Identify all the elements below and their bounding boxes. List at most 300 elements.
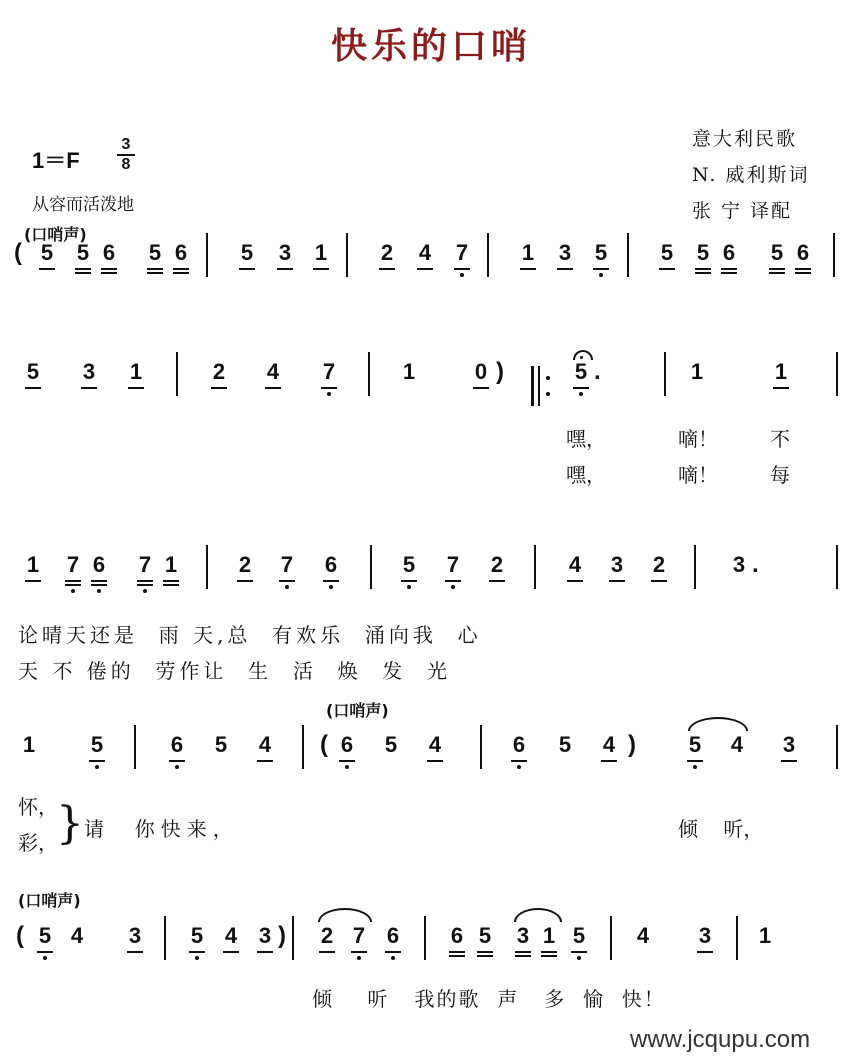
note xyxy=(686,360,708,384)
note xyxy=(36,241,58,265)
bar-line xyxy=(292,916,294,960)
note-digit: 5 xyxy=(90,732,104,757)
note-digit: 5 xyxy=(38,923,52,948)
lyric-line-4: 请 你快来， xyxy=(84,817,239,841)
low-octave-dot xyxy=(43,956,47,960)
note-digit: 6 xyxy=(450,923,464,948)
note-digit: 5 xyxy=(574,359,588,384)
underline xyxy=(541,951,557,953)
note xyxy=(166,733,188,757)
note xyxy=(310,241,332,265)
note-digit: 5 xyxy=(190,923,204,948)
underline xyxy=(323,580,339,582)
underline xyxy=(25,387,41,389)
underline xyxy=(687,760,703,762)
underline xyxy=(25,580,41,582)
note xyxy=(424,733,446,757)
underline xyxy=(91,584,107,586)
note xyxy=(446,924,468,948)
underline xyxy=(91,580,107,582)
underline xyxy=(265,387,281,389)
lyric-brace: } xyxy=(56,798,84,849)
fermata xyxy=(573,350,593,360)
underline xyxy=(163,584,179,586)
note xyxy=(590,241,612,265)
underline xyxy=(321,387,337,389)
underline xyxy=(489,580,505,582)
watermark: www.jcqupu.com xyxy=(630,1026,811,1053)
low-octave-dot xyxy=(195,956,199,960)
underline xyxy=(351,951,367,953)
note xyxy=(792,241,814,265)
underline xyxy=(795,272,811,274)
note-digit: 6 xyxy=(324,552,338,577)
note-digit: 7 xyxy=(280,552,294,577)
underline xyxy=(515,955,531,957)
low-octave-dot xyxy=(345,765,349,769)
note xyxy=(512,924,534,948)
note xyxy=(380,733,402,757)
note xyxy=(134,553,156,577)
bar-line xyxy=(487,233,489,277)
underline xyxy=(37,951,53,953)
bar-line xyxy=(164,916,166,960)
slur xyxy=(514,908,562,922)
low-octave-dot xyxy=(391,956,395,960)
note-digit: 6 xyxy=(92,552,106,577)
underline xyxy=(769,272,785,274)
underline xyxy=(651,580,667,582)
note xyxy=(276,553,298,577)
underline xyxy=(511,760,527,762)
note-digit: 4 xyxy=(636,923,650,948)
note xyxy=(598,733,620,757)
low-octave-dot xyxy=(71,589,75,593)
note-digit: 5 xyxy=(40,240,54,265)
note xyxy=(778,733,800,757)
note-digit: 3 xyxy=(782,732,796,757)
underline xyxy=(81,387,97,389)
low-octave-dot xyxy=(517,765,521,769)
note xyxy=(770,360,792,384)
underline xyxy=(541,955,557,957)
note-digit: 4 xyxy=(418,240,432,265)
note-digit: 3 xyxy=(82,359,96,384)
score-symbol: ( xyxy=(16,922,24,949)
note-digit: 3 xyxy=(610,552,624,577)
underline xyxy=(477,955,493,957)
underline xyxy=(211,387,227,389)
lyric-4-pre-2: 彩， xyxy=(18,831,58,855)
underline xyxy=(449,955,465,957)
bar-line xyxy=(134,725,136,769)
note-digit: 5 xyxy=(76,240,90,265)
note xyxy=(124,924,146,948)
underline xyxy=(223,951,239,953)
bar-line xyxy=(736,916,738,960)
repeat-dot-bottom xyxy=(546,392,550,396)
underline xyxy=(567,580,583,582)
underline xyxy=(659,268,675,270)
note xyxy=(18,733,40,757)
low-octave-dot xyxy=(97,589,101,593)
lyric-hey-1: 嘿， xyxy=(566,427,606,451)
underline xyxy=(721,268,737,270)
bar-line xyxy=(370,545,372,589)
note-digit: 7 xyxy=(138,552,152,577)
bar-line xyxy=(610,916,612,960)
repeat-dot-top xyxy=(546,376,550,380)
score-symbol: . xyxy=(594,358,601,385)
note-digit: 2 xyxy=(380,240,394,265)
note xyxy=(160,553,182,577)
bar-line xyxy=(833,233,835,277)
note xyxy=(208,360,230,384)
lyric-line-5: 倾 听 我的歌 声 多 愉 快！ xyxy=(312,987,666,1011)
lyric-word-2: 每 xyxy=(770,463,790,487)
underline xyxy=(277,268,293,270)
bar-line xyxy=(206,545,208,589)
note xyxy=(254,733,276,757)
note-digit: 1 xyxy=(164,552,178,577)
time-signature-top: 3 xyxy=(121,136,131,153)
underline xyxy=(173,268,189,270)
underline xyxy=(89,760,105,762)
bar-line xyxy=(694,545,696,589)
credit-origin: 意大利民歌 xyxy=(692,128,798,150)
underline xyxy=(417,268,433,270)
note xyxy=(656,241,678,265)
low-octave-dot xyxy=(175,765,179,769)
low-octave-dot xyxy=(357,956,361,960)
underline xyxy=(237,580,253,582)
bar-line xyxy=(206,233,208,277)
note xyxy=(254,924,276,948)
underline xyxy=(449,951,465,953)
note-digit: 1 xyxy=(690,359,704,384)
note-digit: 1 xyxy=(521,240,535,265)
underline xyxy=(128,387,144,389)
low-octave-dot xyxy=(285,585,289,589)
underline xyxy=(169,760,185,762)
score-symbol: ) xyxy=(278,922,286,949)
low-octave-dot xyxy=(327,392,331,396)
underline xyxy=(573,387,589,389)
note xyxy=(684,733,706,757)
slur xyxy=(688,717,748,731)
bar-line xyxy=(368,352,370,396)
score-symbol: ) xyxy=(496,358,504,385)
note-digit: 2 xyxy=(320,923,334,948)
bar-line xyxy=(302,725,304,769)
note-digit: 2 xyxy=(212,359,226,384)
score-symbol: ( xyxy=(320,731,328,758)
note xyxy=(564,553,586,577)
note xyxy=(348,924,370,948)
underline xyxy=(147,268,163,270)
note-digit: 4 xyxy=(602,732,616,757)
note-digit: 0 xyxy=(474,359,488,384)
note xyxy=(318,360,340,384)
underline xyxy=(773,387,789,389)
bar-line xyxy=(346,233,348,277)
note xyxy=(568,924,590,948)
time-signature xyxy=(117,136,135,174)
note-digit: 3 xyxy=(278,240,292,265)
note xyxy=(754,924,776,948)
underline xyxy=(163,580,179,582)
bar-line xyxy=(836,725,838,769)
underline xyxy=(593,268,609,270)
lyric-line-3a: 论晴天还是 雨 天,总 有欢乐 涌向我 心 xyxy=(18,623,482,647)
note xyxy=(86,733,108,757)
note xyxy=(414,241,436,265)
time-signature-bottom: 8 xyxy=(121,156,131,173)
lyric-hey-2: 嘿， xyxy=(566,463,606,487)
underline xyxy=(427,760,443,762)
note-digit: 7 xyxy=(446,552,460,577)
bar-line xyxy=(424,916,426,960)
low-octave-dot xyxy=(407,585,411,589)
credit-lyricist: N. 威利斯词 xyxy=(692,164,810,186)
lyric-word-1: 不 xyxy=(770,427,790,451)
note xyxy=(220,924,242,948)
low-octave-dot xyxy=(329,585,333,589)
underline xyxy=(571,951,587,953)
lyric-whee-2: 嘀！ xyxy=(678,463,718,487)
underline xyxy=(454,268,470,270)
note xyxy=(210,733,232,757)
bar-line xyxy=(176,352,178,396)
note xyxy=(570,360,592,384)
note xyxy=(694,924,716,948)
slur xyxy=(318,908,372,922)
underline xyxy=(257,760,273,762)
note-digit: 6 xyxy=(170,732,184,757)
note xyxy=(442,553,464,577)
underline xyxy=(137,580,153,582)
note-digit: 3 xyxy=(128,923,142,948)
score-symbol: . xyxy=(752,551,759,578)
underline xyxy=(379,268,395,270)
note-digit: 6 xyxy=(796,240,810,265)
note-digit: 3 xyxy=(258,923,272,948)
note-digit: 4 xyxy=(70,923,84,948)
bar-line xyxy=(664,352,666,396)
note xyxy=(451,241,473,265)
note-digit: 1 xyxy=(314,240,328,265)
lyric-4-pre-1: 怀， xyxy=(18,795,58,819)
note-digit: 1 xyxy=(542,923,556,948)
note xyxy=(382,924,404,948)
note-digit: 4 xyxy=(258,732,272,757)
note-digit: 6 xyxy=(340,732,354,757)
note xyxy=(186,924,208,948)
underline xyxy=(609,580,625,582)
note-digit: 4 xyxy=(224,923,238,948)
note-digit: 6 xyxy=(174,240,188,265)
note-digit: 3 xyxy=(516,923,530,948)
note xyxy=(316,924,338,948)
note-digit: 5 xyxy=(688,732,702,757)
note-digit: 4 xyxy=(568,552,582,577)
note xyxy=(648,553,670,577)
bar-line xyxy=(627,233,629,277)
note xyxy=(398,360,420,384)
note xyxy=(538,924,560,948)
note xyxy=(22,553,44,577)
note-digit: 1 xyxy=(402,359,416,384)
note-digit: 3 xyxy=(732,552,746,577)
note xyxy=(554,241,576,265)
note-digit: 2 xyxy=(490,552,504,577)
underline xyxy=(781,760,797,762)
note-digit: 5 xyxy=(558,732,572,757)
note-digit: 6 xyxy=(722,240,736,265)
note xyxy=(517,241,539,265)
note-digit: 4 xyxy=(428,732,442,757)
underline xyxy=(173,272,189,274)
low-octave-dot xyxy=(599,273,603,277)
note-digit: 5 xyxy=(214,732,228,757)
bar-line xyxy=(534,545,536,589)
underline xyxy=(147,272,163,274)
low-octave-dot xyxy=(693,765,697,769)
tempo-marking: 从容而活泼地 xyxy=(32,195,134,215)
note-digit: 5 xyxy=(26,359,40,384)
note-digit: 1 xyxy=(22,732,36,757)
note xyxy=(508,733,530,757)
note xyxy=(66,924,88,948)
note-digit: 1 xyxy=(774,359,788,384)
note xyxy=(474,924,496,948)
note xyxy=(398,553,420,577)
low-octave-dot xyxy=(451,585,455,589)
note xyxy=(78,360,100,384)
note xyxy=(486,553,508,577)
note xyxy=(554,733,576,757)
underline xyxy=(601,760,617,762)
note xyxy=(72,241,94,265)
underline xyxy=(65,584,81,586)
note-digit: 7 xyxy=(455,240,469,265)
note xyxy=(88,553,110,577)
note-digit: 5 xyxy=(478,923,492,948)
lyric-line-3b: 天 不 倦的 劳作让 生 活 焕 发 光 xyxy=(18,659,452,683)
underline xyxy=(313,268,329,270)
song-title: 快乐的口哨 xyxy=(330,25,531,67)
underline xyxy=(695,268,711,270)
underline xyxy=(385,951,401,953)
underline xyxy=(695,272,711,274)
repeat-bar-thin xyxy=(538,366,540,406)
underline xyxy=(39,268,55,270)
note-digit: 3 xyxy=(698,923,712,948)
note-digit: 5 xyxy=(148,240,162,265)
underline xyxy=(339,760,355,762)
note xyxy=(98,241,120,265)
lyric-line-4-end: 倾 听， xyxy=(678,817,764,841)
note xyxy=(236,241,258,265)
note-digit: 5 xyxy=(384,732,398,757)
low-octave-dot xyxy=(577,956,581,960)
key-signature: 1＝F xyxy=(32,148,80,173)
low-octave-dot xyxy=(460,273,464,277)
underline xyxy=(75,272,91,274)
underline xyxy=(101,268,117,270)
note-digit: 7 xyxy=(66,552,80,577)
underline xyxy=(721,272,737,274)
fermata-dot xyxy=(580,356,583,359)
note-digit: 6 xyxy=(386,923,400,948)
underline xyxy=(795,268,811,270)
underline xyxy=(769,268,785,270)
note xyxy=(726,733,748,757)
score-symbol: ) xyxy=(628,731,636,758)
underline xyxy=(520,268,536,270)
low-octave-dot xyxy=(579,392,583,396)
bar-line xyxy=(836,352,838,396)
note-digit: 4 xyxy=(266,359,280,384)
underline xyxy=(189,951,205,953)
note-digit: 5 xyxy=(402,552,416,577)
note-digit: 1 xyxy=(758,923,772,948)
bar-line xyxy=(480,725,482,769)
note xyxy=(170,241,192,265)
underline xyxy=(697,951,713,953)
credit-translator: 张 宁 译配 xyxy=(692,200,793,222)
note xyxy=(320,553,342,577)
note-digit: 5 xyxy=(572,923,586,948)
note-digit: 7 xyxy=(352,923,366,948)
underline xyxy=(257,951,273,953)
note xyxy=(22,360,44,384)
bar-line xyxy=(836,545,838,589)
note-digit: 5 xyxy=(594,240,608,265)
note xyxy=(606,553,628,577)
note-digit: 5 xyxy=(240,240,254,265)
note xyxy=(234,553,256,577)
note xyxy=(718,241,740,265)
note xyxy=(34,924,56,948)
low-octave-dot xyxy=(95,765,99,769)
note xyxy=(728,553,750,577)
note xyxy=(632,924,654,948)
underline xyxy=(319,951,335,953)
underline xyxy=(401,580,417,582)
note-digit: 2 xyxy=(238,552,252,577)
underline xyxy=(473,387,489,389)
note-digit: 3 xyxy=(558,240,572,265)
note xyxy=(262,360,284,384)
underline xyxy=(279,580,295,582)
note-digit: 5 xyxy=(696,240,710,265)
note-digit: 1 xyxy=(129,359,143,384)
underline xyxy=(477,951,493,953)
underline xyxy=(65,580,81,582)
note-digit: 1 xyxy=(26,552,40,577)
low-octave-dot xyxy=(143,589,147,593)
note xyxy=(766,241,788,265)
whistle-label-3: (口哨声) xyxy=(18,891,81,910)
underline xyxy=(127,951,143,953)
underline xyxy=(239,268,255,270)
note-digit: 6 xyxy=(512,732,526,757)
note xyxy=(376,241,398,265)
underline xyxy=(75,268,91,270)
note-digit: 7 xyxy=(322,359,336,384)
underline xyxy=(445,580,461,582)
